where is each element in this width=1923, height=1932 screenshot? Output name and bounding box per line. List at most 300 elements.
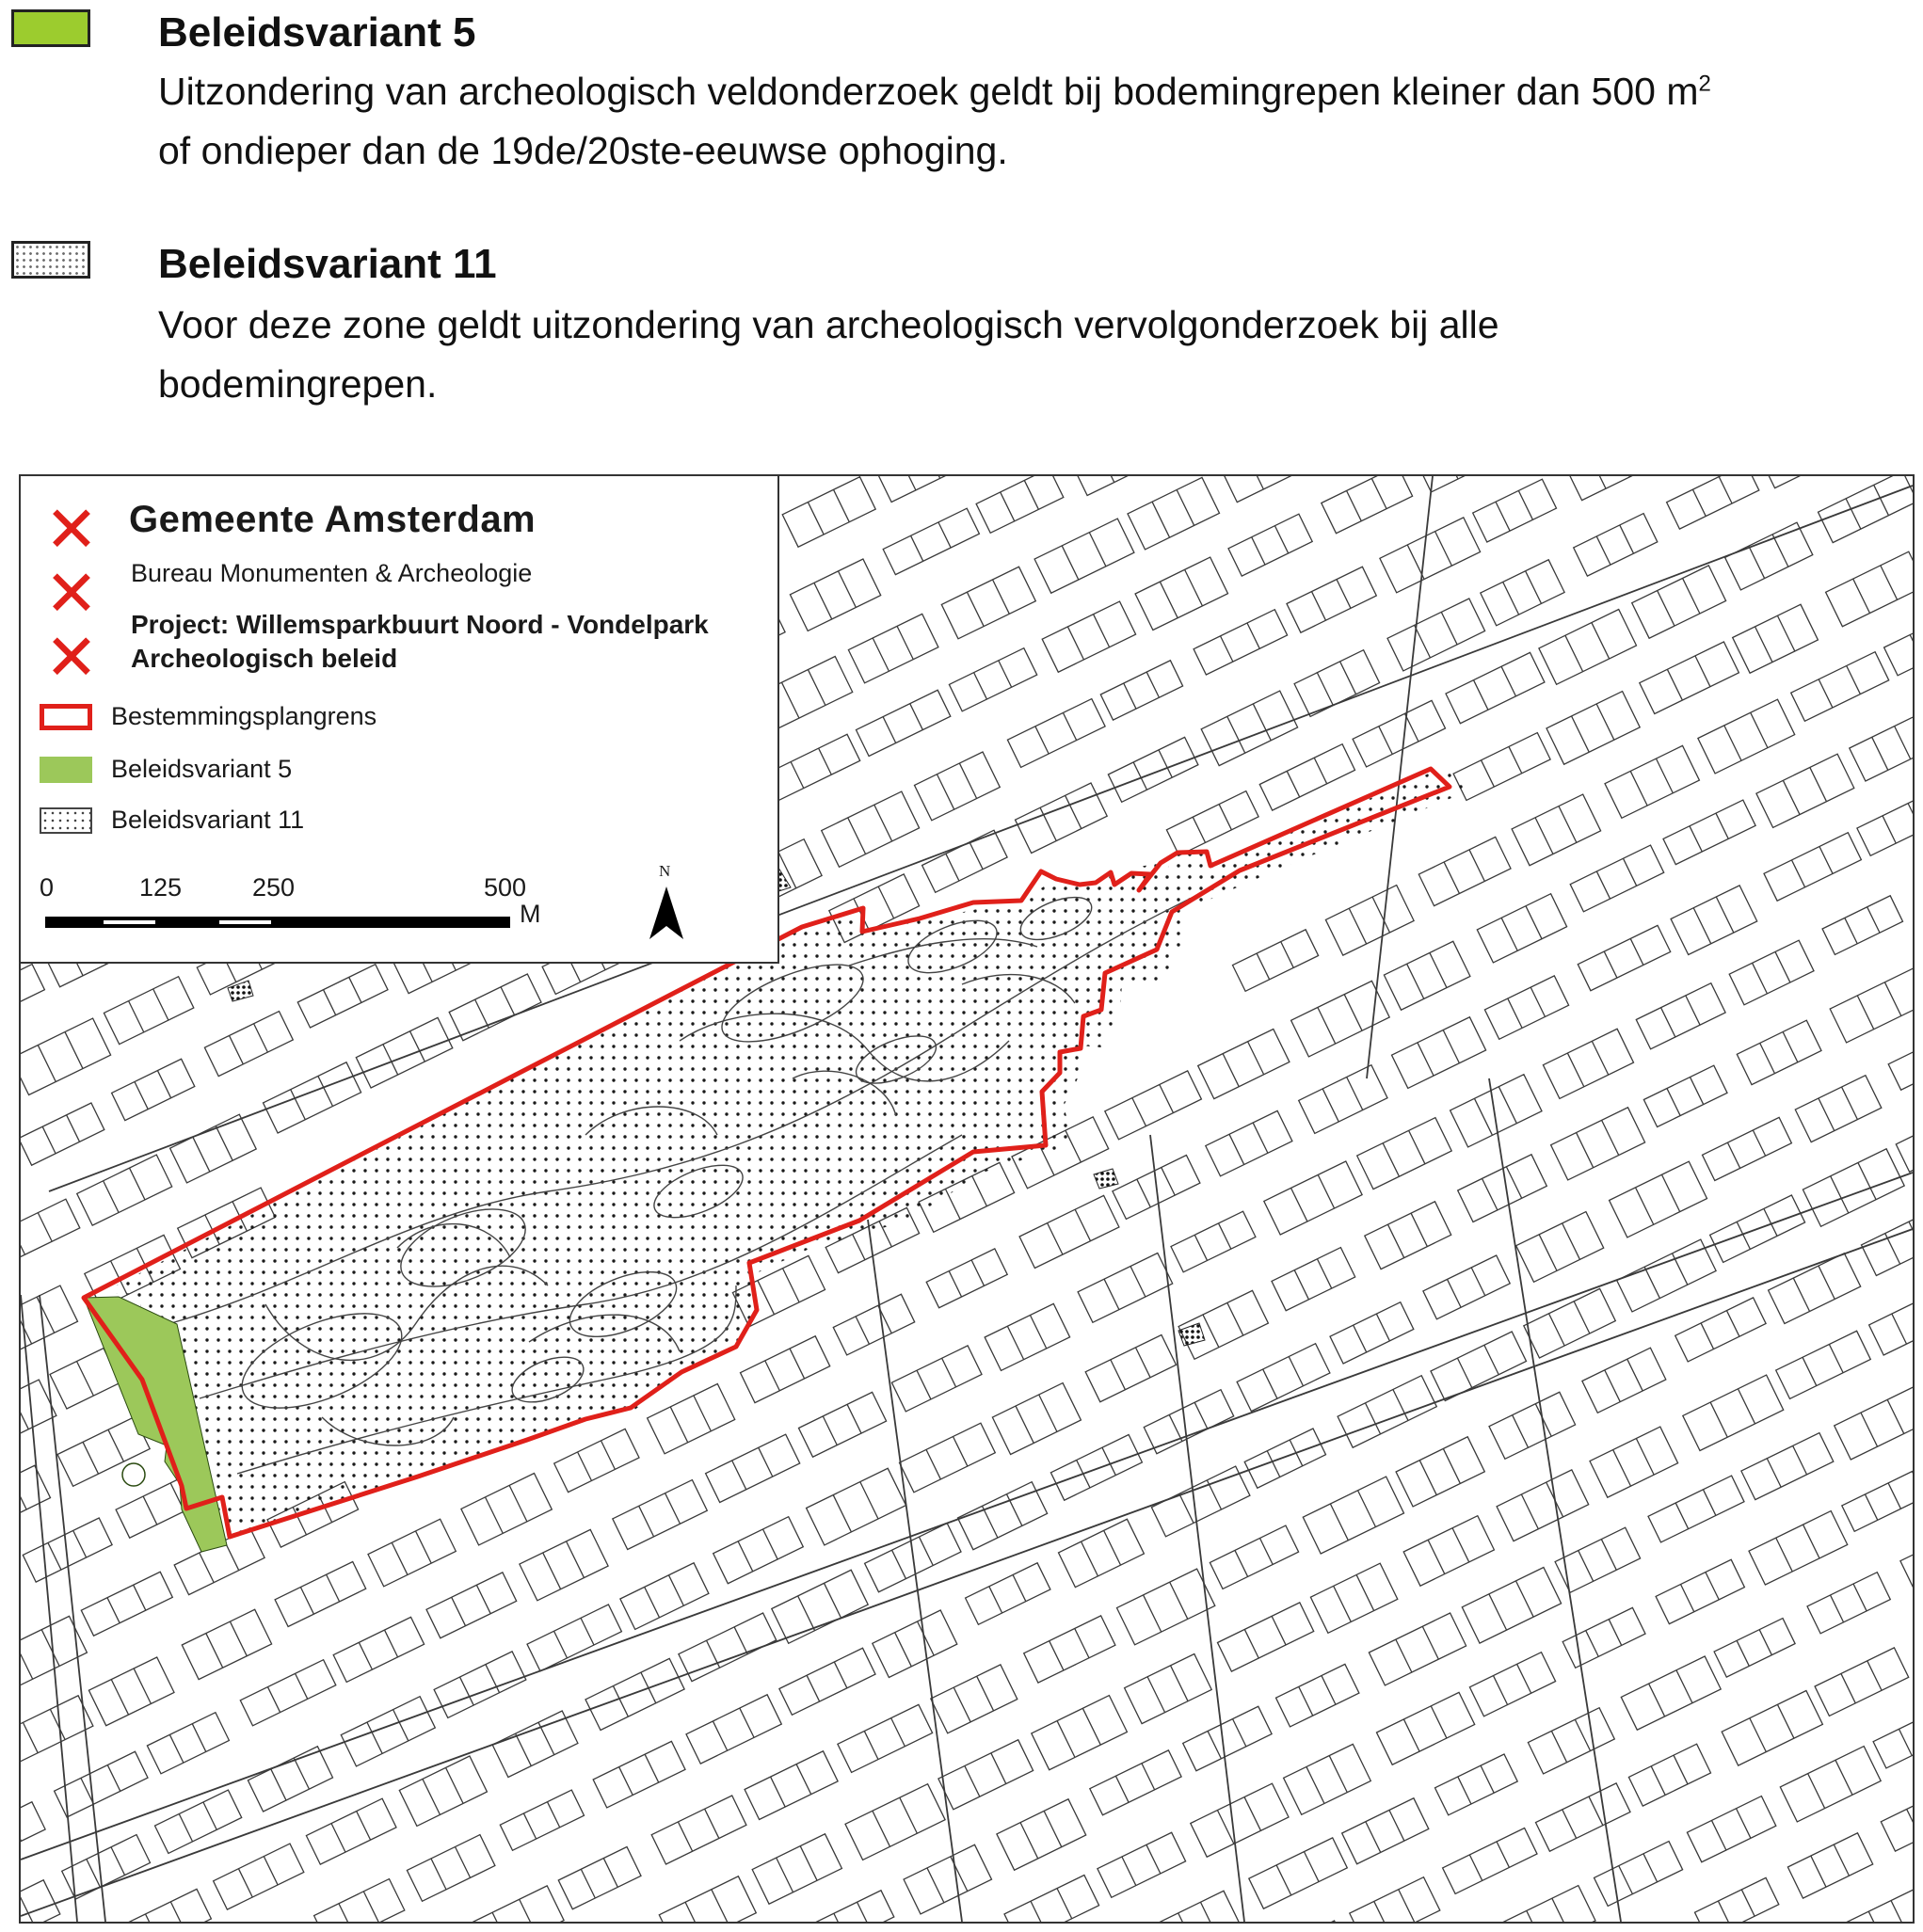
- city-block: [1353, 700, 1445, 767]
- block-divider: [1737, 1640, 1749, 1666]
- block-divider: [65, 1032, 83, 1069]
- block-divider: [1574, 1301, 1590, 1333]
- block-divider: [1349, 908, 1366, 944]
- city-block: [1365, 1202, 1451, 1269]
- city-block: [182, 1609, 271, 1679]
- block-divider: [1692, 489, 1706, 516]
- block-divider: [1567, 1053, 1583, 1087]
- city-block: [1016, 783, 1108, 854]
- block-divider: [1452, 1528, 1469, 1562]
- block-divider: [1605, 1370, 1620, 1402]
- city-block: [88, 1657, 174, 1726]
- block-divider: [1267, 1451, 1280, 1477]
- block-divider: [1200, 1902, 1217, 1922]
- block-divider: [1347, 1078, 1363, 1110]
- block-divider: [1630, 938, 1643, 965]
- block-divider: [883, 717, 896, 743]
- block-divider: [1371, 478, 1386, 508]
- block-divider: [108, 1429, 124, 1461]
- city-block: [779, 1648, 875, 1715]
- block-divider: [1248, 1042, 1264, 1075]
- block-divider: [910, 704, 923, 730]
- block-divider: [927, 1868, 944, 1903]
- city-block: [1741, 1433, 1834, 1500]
- city-block: [147, 1713, 229, 1774]
- block-divider: [1322, 1089, 1338, 1122]
- city-block: [520, 1529, 608, 1600]
- block-divider: [1861, 1413, 1878, 1446]
- city-block: [922, 830, 1008, 892]
- block-divider: [1330, 1504, 1348, 1541]
- city-block: [1795, 1076, 1882, 1142]
- block-divider: [1710, 1402, 1727, 1437]
- block-divider: [1686, 996, 1700, 1025]
- block-divider: [1448, 1279, 1462, 1307]
- block-divider: [864, 1731, 878, 1759]
- block-divider: [1247, 623, 1259, 648]
- block-divider: [21, 1892, 35, 1922]
- city-block: [1884, 609, 1913, 676]
- block-divider: [1724, 726, 1741, 760]
- block-divider: [1441, 476, 1458, 479]
- city-block: [1632, 566, 1726, 638]
- block-divider: [839, 571, 857, 608]
- city-block: [1815, 1648, 1909, 1716]
- map-legend: [19, 474, 779, 964]
- city-block: [1477, 894, 1566, 963]
- city-block: [1042, 601, 1135, 672]
- block-divider: [1130, 1267, 1146, 1297]
- city-block: [1384, 941, 1470, 1010]
- city-block: [1415, 476, 1513, 492]
- city-block: [1098, 1832, 1186, 1897]
- city-block: [1695, 1877, 1779, 1922]
- block-divider: [452, 1597, 466, 1625]
- block-divider: [834, 1662, 847, 1688]
- city-block: [297, 965, 388, 1028]
- block-divider: [942, 1358, 956, 1387]
- block-divider: [1372, 897, 1389, 933]
- city-block: [713, 1517, 804, 1584]
- block-divider: [1171, 1666, 1188, 1701]
- block-divider: [1221, 636, 1233, 662]
- block-divider: [1082, 1708, 1100, 1745]
- block-divider: [37, 1297, 55, 1333]
- block-divider: [926, 1449, 940, 1479]
- city-block: [1764, 833, 1861, 902]
- city-block: [1543, 1029, 1633, 1098]
- city-block: [883, 508, 979, 574]
- block-divider: [135, 1081, 148, 1109]
- block-divider: [1001, 492, 1015, 521]
- block-divider: [581, 1618, 594, 1645]
- city-block: [1648, 1476, 1744, 1542]
- block-divider: [1358, 1491, 1376, 1527]
- block-divider: [393, 1710, 409, 1741]
- block-divider: [294, 1758, 309, 1789]
- block-divider: [1435, 532, 1452, 566]
- block-divider: [1693, 908, 1711, 944]
- city-block: [1873, 1703, 1913, 1768]
- city-block: [1125, 1654, 1212, 1724]
- block-divider: [1888, 1483, 1900, 1509]
- city-block: [1090, 1750, 1181, 1815]
- city-block: [1722, 1691, 1822, 1766]
- block-divider: [1489, 1594, 1507, 1630]
- city-block: [1687, 1796, 1775, 1862]
- block-divider: [38, 1046, 56, 1082]
- block-divider: [1853, 1584, 1867, 1611]
- block-divider: [1396, 1639, 1412, 1672]
- block-divider: [170, 1902, 184, 1922]
- block-divider: [1613, 1450, 1631, 1487]
- block-divider: [1719, 477, 1732, 503]
- city-block: [790, 559, 880, 631]
- city-block: [1151, 1466, 1250, 1537]
- city-block: [1450, 1075, 1542, 1147]
- city-block: [938, 1740, 1034, 1810]
- block-divider: [1253, 1123, 1268, 1153]
- block-divider: [1841, 1673, 1855, 1702]
- block-divider: [678, 1822, 692, 1851]
- city-block: [1621, 1656, 1721, 1730]
- city-block: [1259, 744, 1354, 810]
- block-divider: [367, 1722, 382, 1753]
- city-block: [461, 1474, 552, 1545]
- block-divider: [1819, 847, 1833, 874]
- block-divider: [1115, 1776, 1129, 1802]
- block-divider: [1294, 1270, 1308, 1300]
- block-divider: [1062, 546, 1079, 580]
- block-divider: [520, 1899, 537, 1922]
- block-divider: [1482, 760, 1495, 787]
- block-divider: [1354, 1325, 1367, 1352]
- block-divider: [509, 1485, 527, 1521]
- north-arrow-icon: [648, 885, 685, 941]
- city-block: [1562, 1607, 1645, 1668]
- block-divider: [1104, 1279, 1119, 1309]
- city-block: [1007, 699, 1105, 768]
- block-divider: [1847, 665, 1861, 694]
- block-divider: [1304, 1852, 1319, 1882]
- block-divider: [895, 1633, 912, 1667]
- city-block: [1178, 1290, 1268, 1359]
- block-divider: [77, 1362, 94, 1397]
- city-block: [500, 1790, 584, 1850]
- city-block: [21, 1103, 104, 1165]
- city-block: [1640, 642, 1739, 714]
- block-divider: [1845, 918, 1857, 943]
- block-divider: [834, 1913, 847, 1922]
- block-divider: [874, 805, 892, 841]
- city-block: [1105, 1071, 1202, 1140]
- city-block: [356, 1017, 453, 1088]
- block-divider: [1808, 1774, 1825, 1809]
- block-divider: [1374, 1901, 1390, 1922]
- block-divider: [1257, 953, 1270, 980]
- city-block: [1469, 1653, 1555, 1716]
- city-block: [810, 1891, 894, 1922]
- block-divider: [1229, 1134, 1244, 1164]
- variant-11-legend-swatch: [40, 807, 92, 834]
- city-block: [822, 791, 920, 867]
- city-block: [1570, 845, 1664, 912]
- project-subtitle: Archeologisch beleid: [131, 644, 398, 673]
- block-divider: [603, 1859, 617, 1888]
- scale-tick-125: 125: [139, 873, 183, 902]
- block-divider: [853, 1235, 865, 1260]
- city-block: [1338, 1376, 1436, 1448]
- city-block: [891, 1346, 982, 1412]
- block-divider: [1223, 1054, 1239, 1087]
- block-divider: [200, 1553, 214, 1583]
- block-divider: [104, 1181, 119, 1213]
- city-block: [1846, 1890, 1913, 1922]
- block-divider: [1411, 1213, 1427, 1246]
- block-divider: [1142, 1764, 1155, 1790]
- city-block: [845, 1784, 945, 1860]
- block-divider: [230, 1035, 244, 1063]
- block-divider: [1819, 1098, 1835, 1131]
- city-block: [613, 1480, 708, 1550]
- city-block: [1656, 1559, 1744, 1623]
- block-divider: [1089, 533, 1106, 567]
- block-divider: [1260, 1538, 1274, 1564]
- block-divider: [900, 476, 916, 490]
- block-divider: [87, 1860, 101, 1888]
- block-divider: [1252, 537, 1265, 565]
- block-divider: [1562, 1810, 1577, 1839]
- block-divider: [873, 638, 889, 671]
- block-divider: [1159, 750, 1172, 777]
- city-block: [333, 1617, 424, 1682]
- city-block: [782, 477, 875, 548]
- block-divider: [967, 592, 984, 626]
- block-divider: [1562, 1223, 1580, 1260]
- block-divider: [796, 1764, 811, 1795]
- block-divider: [668, 1575, 683, 1605]
- block-divider: [327, 1574, 340, 1602]
- city-block: [1287, 567, 1376, 632]
- block-divider: [1063, 712, 1076, 740]
- block-divider: [601, 1441, 615, 1469]
- block-divider: [705, 1809, 719, 1838]
- city-block: [112, 1059, 195, 1120]
- city-block: [1512, 794, 1601, 866]
- block-divider: [21, 1226, 25, 1255]
- block-divider: [111, 1680, 128, 1715]
- block-divider: [23, 1722, 38, 1752]
- city-block: [1206, 1110, 1292, 1175]
- block-divider: [1831, 1176, 1849, 1213]
- block-divider: [516, 1733, 532, 1765]
- city-block: [1671, 886, 1757, 955]
- block-divider: [1366, 1822, 1381, 1853]
- city-block: [1032, 1696, 1128, 1770]
- block-divider: [567, 1541, 585, 1578]
- city-block: [426, 1573, 517, 1638]
- block-divider: [937, 774, 953, 809]
- block-divider: [456, 1846, 471, 1877]
- variant-11-description-line2: bodemingrepen.: [158, 362, 438, 406]
- block-divider: [318, 1076, 333, 1106]
- block-divider: [1147, 1677, 1164, 1713]
- block-divider: [38, 1213, 52, 1242]
- block-divider: [130, 1168, 145, 1200]
- city-block: [976, 476, 1064, 533]
- block-divider: [1846, 499, 1861, 529]
- block-divider: [713, 1721, 727, 1750]
- city-block: [648, 1384, 735, 1454]
- block-divider: [771, 1777, 786, 1807]
- city-block: [1714, 1619, 1795, 1678]
- city-block: [407, 1835, 495, 1902]
- block-divider: [1867, 907, 1880, 933]
- block-divider: [1247, 476, 1263, 489]
- block-divider: [959, 763, 976, 798]
- block-divider: [619, 1767, 633, 1796]
- block-divider: [732, 1461, 746, 1490]
- block-divider: [1751, 712, 1768, 747]
- block-divider: [897, 626, 913, 659]
- block-divider: [1376, 1314, 1389, 1341]
- city-block: [23, 1518, 112, 1582]
- block-divider: [823, 1416, 837, 1445]
- block-divider: [860, 1482, 878, 1519]
- city-block: [1264, 1161, 1362, 1235]
- city-block: [21, 965, 44, 1029]
- block-divider: [169, 1734, 184, 1763]
- block-divider: [1759, 1630, 1771, 1655]
- block-divider: [1868, 1911, 1886, 1922]
- block-divider: [1601, 1540, 1616, 1571]
- scale-unit: M: [520, 900, 541, 928]
- city-block: [1418, 837, 1511, 905]
- block-divider: [1169, 1414, 1182, 1441]
- city-block: [1528, 1708, 1614, 1774]
- block-divider: [1691, 1078, 1704, 1105]
- city-block: [1322, 476, 1413, 534]
- city-block: [399, 1756, 487, 1826]
- city-block: [1605, 745, 1699, 818]
- city-block: [314, 1879, 405, 1922]
- block-divider: [1497, 1842, 1509, 1868]
- block-divider: [1509, 746, 1522, 773]
- block-divider: [1596, 871, 1610, 899]
- block-divider: [1760, 1043, 1775, 1073]
- block-divider: [1526, 906, 1542, 939]
- block-divider: [1673, 1253, 1688, 1285]
- city-block: [1342, 1798, 1429, 1864]
- city-block: [1392, 1017, 1486, 1089]
- block-divider: [1667, 669, 1682, 700]
- block-divider: [1675, 1503, 1688, 1529]
- city-block: [1198, 1030, 1290, 1099]
- city-block: [752, 1834, 841, 1904]
- city-block: [248, 1747, 332, 1812]
- city-block: [1594, 1842, 1683, 1907]
- city-block: [1546, 692, 1640, 765]
- block-divider: [938, 522, 951, 548]
- block-divider: [501, 987, 515, 1015]
- city-block: [1369, 1613, 1466, 1685]
- block-divider: [254, 1024, 268, 1052]
- block-divider: [1111, 1360, 1126, 1390]
- block-divider: [485, 1497, 503, 1533]
- city-block: [904, 1844, 991, 1914]
- block-divider: [1067, 627, 1083, 660]
- block-divider: [1767, 1459, 1781, 1488]
- city-block: [799, 1392, 887, 1457]
- city-block: [1210, 1525, 1298, 1589]
- block-divider: [331, 1824, 345, 1853]
- block-divider: [1627, 1359, 1643, 1391]
- block-divider: [1706, 1573, 1719, 1600]
- block-divider: [1160, 582, 1178, 618]
- block-divider: [924, 476, 940, 478]
- block-divider: [1726, 1311, 1739, 1337]
- block-divider: [1772, 535, 1788, 567]
- city-block: [838, 1704, 933, 1772]
- city-block: [155, 1790, 242, 1853]
- city-block: [1582, 1348, 1666, 1413]
- block-divider: [1035, 726, 1049, 754]
- city-block: [527, 1605, 621, 1671]
- block-divider: [1322, 1676, 1336, 1705]
- city-block: [1524, 1288, 1616, 1358]
- city-block: [1835, 1386, 1913, 1460]
- block-divider: [1636, 1188, 1654, 1224]
- city-block: [104, 977, 193, 1045]
- block-divider: [1457, 1358, 1471, 1388]
- city-block: [1034, 519, 1134, 593]
- block-divider: [1718, 1901, 1731, 1922]
- block-divider: [1535, 818, 1553, 854]
- variant-11-description: [158, 295, 1909, 414]
- green-strip-roundabout: [122, 1463, 145, 1486]
- project-title: Project: Willemsparkbuurt Noord - Vondelpark: [131, 610, 709, 639]
- block-divider: [1575, 1719, 1590, 1750]
- city-block: [1108, 737, 1198, 802]
- city-block: [1377, 1692, 1475, 1764]
- city-block: [848, 614, 938, 682]
- block-divider: [1596, 536, 1611, 565]
- block-divider: [1527, 1910, 1544, 1922]
- city-block: [21, 1018, 111, 1094]
- block-divider: [1287, 771, 1299, 797]
- city-block: [1244, 1429, 1325, 1488]
- block-divider: [712, 1890, 729, 1922]
- block-divider: [1389, 1810, 1404, 1841]
- block-divider: [819, 748, 832, 774]
- block-divider: [1711, 1820, 1725, 1850]
- block-divider: [1498, 1087, 1516, 1124]
- block-divider: [1857, 996, 1873, 1030]
- block-divider: [1881, 566, 1898, 599]
- block-divider: [492, 1912, 509, 1922]
- city-block: [1221, 476, 1317, 503]
- block-divider: [1858, 1163, 1876, 1200]
- block-divider: [1244, 1797, 1260, 1831]
- block-divider: [143, 1496, 157, 1525]
- block-divider: [1853, 579, 1870, 613]
- city-block: [1294, 650, 1380, 717]
- block-divider: [953, 1436, 967, 1466]
- block-divider: [971, 1260, 984, 1285]
- city-block: [875, 476, 965, 503]
- city-block: [1144, 1390, 1233, 1454]
- block-divider: [1777, 615, 1794, 651]
